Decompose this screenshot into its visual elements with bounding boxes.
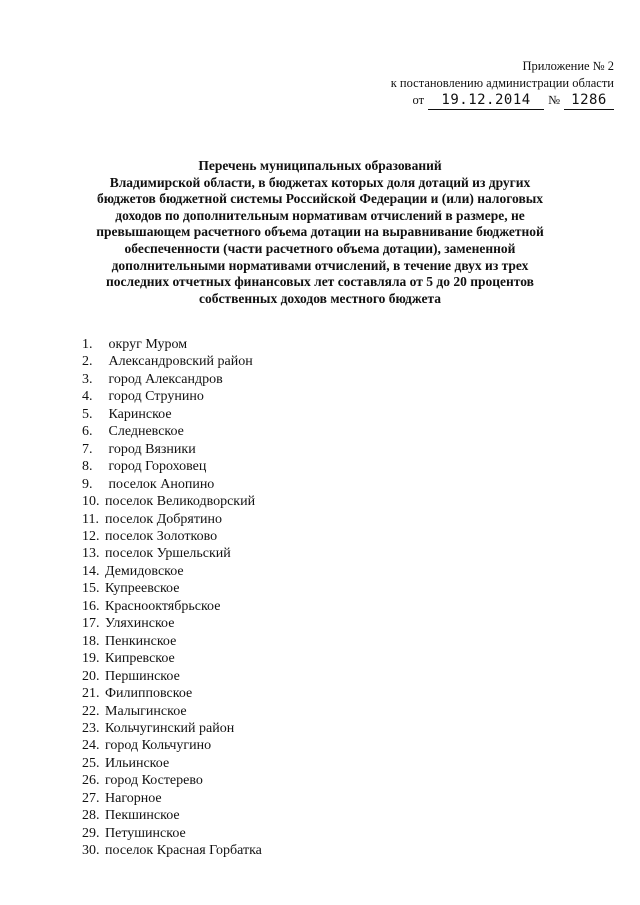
- list-item: [82, 511, 262, 528]
- item-text: Следневское: [108, 424, 184, 440]
- title-line: собственных доходов местного бюджета: [198, 290, 442, 306]
- list-item: [82, 545, 262, 562]
- item-text: Нагорное: [105, 790, 162, 806]
- item-text: Демидовское: [105, 563, 184, 579]
- item-number: 8.: [82, 459, 93, 475]
- item-text: Ильинское: [105, 755, 170, 771]
- item-number: 11.: [82, 511, 99, 527]
- item-text: поселок Золотково: [105, 528, 218, 544]
- list-item: [82, 807, 262, 824]
- list-item: [82, 598, 262, 615]
- list-item: [82, 423, 262, 440]
- item-number: 14.: [82, 563, 100, 579]
- item-text: Купреевское: [105, 581, 180, 597]
- list-item: [82, 406, 262, 423]
- item-number: 12.: [82, 528, 100, 544]
- item-number: 6.: [82, 424, 93, 440]
- item-text: Малыгинское: [105, 703, 187, 719]
- list-item: [82, 336, 262, 353]
- item-number: 16.: [82, 598, 100, 614]
- decree-number: 1286: [564, 92, 614, 110]
- list-item: [82, 842, 262, 859]
- item-text: Кипревское: [105, 651, 175, 667]
- item-number: 19.: [82, 651, 100, 667]
- list-item: [82, 790, 262, 807]
- title-line: доходов по дополнительным нормативам отчислений в размере, не: [115, 207, 525, 223]
- appendix-header: [354, 58, 614, 110]
- list-item: [82, 353, 262, 370]
- item-text: город Струнино: [108, 389, 204, 405]
- list-item: [82, 476, 262, 493]
- item-text: поселок Великодворский: [105, 494, 256, 510]
- appendix-label: Приложение № 2: [522, 59, 614, 73]
- item-number: 4.: [82, 389, 93, 405]
- item-number: 15.: [82, 581, 100, 597]
- item-text: Пенкинское: [105, 633, 177, 649]
- date-prefix: от: [412, 93, 425, 107]
- list-item: [82, 737, 262, 754]
- item-number: 10.: [82, 494, 100, 510]
- decree-date: 19.12.2014: [428, 92, 544, 110]
- title-line: дополнительными нормативами отчислений, в течение двух из трех: [111, 257, 529, 273]
- item-text: поселок Анопино: [108, 476, 215, 492]
- item-text: Уляхинское: [105, 616, 175, 632]
- title-line: превышающем расчетного объема дотации на выравнивание бюджетной: [96, 224, 544, 240]
- title-line: Перечень муниципальных образований: [198, 158, 442, 173]
- item-number: 20.: [82, 668, 100, 684]
- item-text: округ Муром: [108, 337, 188, 352]
- item-number: 28.: [82, 808, 100, 824]
- decree-date-number: [354, 92, 614, 110]
- item-number: 27.: [82, 790, 100, 806]
- item-number: 18.: [82, 633, 100, 649]
- item-number: 17.: [82, 616, 100, 632]
- list-item: [82, 371, 262, 388]
- item-text: Кольчугинский район: [105, 720, 235, 736]
- list-item: [82, 668, 262, 685]
- item-text: город Кольчугино: [105, 738, 212, 754]
- number-prefix: №: [548, 93, 560, 107]
- item-text: Филипповское: [105, 686, 193, 702]
- item-text: поселок Добрятино: [105, 511, 222, 527]
- list-item: [82, 755, 262, 772]
- item-number: 22.: [82, 703, 100, 719]
- item-number: 2.: [82, 354, 93, 370]
- item-number: 24.: [82, 738, 100, 754]
- title-line: Владимирской области, в бюджетах которых доля дотаций из других: [109, 174, 531, 190]
- item-text: город Вязники: [108, 441, 196, 457]
- list-item: [82, 825, 262, 842]
- list-item: [82, 720, 262, 737]
- item-text: Петушинское: [105, 825, 186, 841]
- list-item: [82, 772, 262, 789]
- item-number: 30.: [82, 843, 100, 859]
- item-text: Першинское: [105, 668, 180, 684]
- item-number: 13.: [82, 546, 100, 562]
- item-text: город Александров: [108, 371, 223, 387]
- list-item: [82, 580, 262, 597]
- item-text: город Гороховец: [108, 459, 207, 475]
- item-number: 26.: [82, 773, 100, 789]
- item-text: Каринское: [108, 406, 172, 422]
- resolution-reference: к постановлению администрации области: [390, 76, 614, 90]
- item-text: Александровский район: [108, 354, 253, 370]
- item-text: Краснооктябрьское: [105, 598, 221, 614]
- list-item: [82, 441, 262, 458]
- item-number: 23.: [82, 720, 100, 736]
- item-text: Пекшинское: [105, 808, 180, 824]
- list-item: [82, 615, 262, 632]
- list-item: [82, 493, 262, 510]
- item-number: 7.: [82, 441, 93, 457]
- municipality-list: [82, 336, 262, 860]
- list-item: [82, 703, 262, 720]
- item-number: 9.: [82, 476, 93, 492]
- item-number: 25.: [82, 755, 100, 771]
- item-number: 5.: [82, 406, 93, 422]
- list-item: [82, 458, 262, 475]
- title-line: обеспеченности (части расчетного объема дотации), замененной: [124, 240, 516, 256]
- item-number: 1.: [82, 337, 93, 352]
- title-line: последних отчетных финансовых лет составляла от 5 до 20 процентов: [106, 274, 534, 290]
- item-number: 21.: [82, 686, 100, 702]
- list-item: [82, 528, 262, 545]
- item-number: 29.: [82, 825, 100, 841]
- list-item: [82, 633, 262, 650]
- list-item: [82, 388, 262, 405]
- item-text: поселок Уршельский: [105, 546, 231, 562]
- document-title: [60, 158, 580, 307]
- list-item: [82, 650, 262, 667]
- list-item: [82, 563, 262, 580]
- title-line: бюджетов бюджетной системы Российской Федерации и (или) налоговых: [96, 191, 544, 207]
- item-text: поселок Красная Горбатка: [105, 843, 262, 859]
- item-text: город Костерево: [105, 773, 203, 789]
- list-item: [82, 685, 262, 702]
- item-number: 3.: [82, 371, 93, 387]
